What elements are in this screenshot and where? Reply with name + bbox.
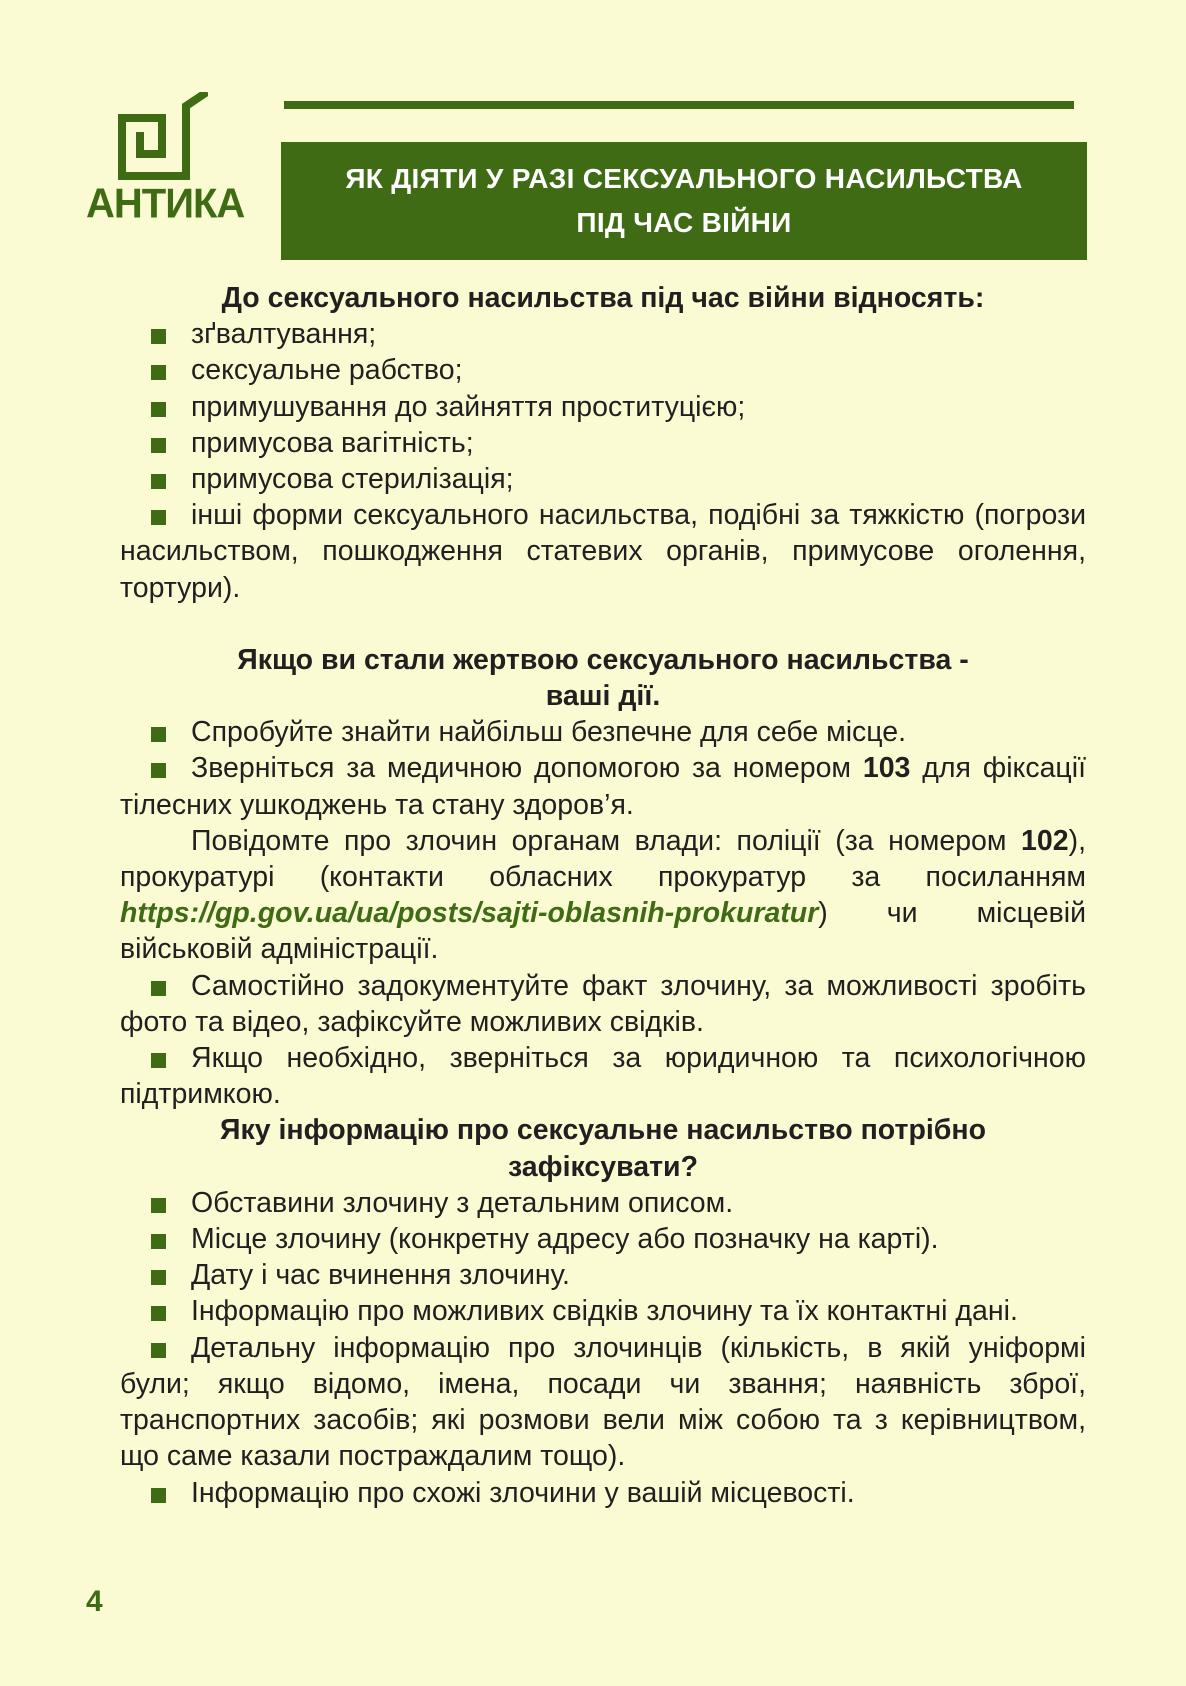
antika-logo bbox=[86, 92, 245, 232]
list-item: Якщо необхідно, зверніться за юридичною та психологічною підтримкою. bbox=[120, 1042, 1086, 1111]
list-item: Детальну інформацію про злочинців (кількість, в якій уніформі були; якщо відомо, імена, посади чи звання; наявність зброї, транспортних засобів; які розмови вели між собою та з керівництвом, що саме казали постраждалим тощо). bbox=[120, 1331, 1086, 1473]
bullet-icon bbox=[151, 981, 166, 996]
section1-heading: До сексуального насильства під час війни відносять: bbox=[221, 282, 985, 314]
bullet-icon bbox=[151, 329, 166, 344]
list-item: Дату і час вчинення злочину. bbox=[120, 1257, 1086, 1293]
bullet-icon bbox=[151, 727, 166, 742]
list-item: Спробуйте знайти найбільш безпечне для себе місце. bbox=[120, 714, 1086, 750]
bullet-icon bbox=[151, 1488, 166, 1503]
list-item: Місце злочину (конкретну адресу або позначку на карті). bbox=[120, 1221, 1086, 1257]
list-item: Самостійно задокументуйте факт злочину, за можливості зробіть фото та відео, зафіксуйте можливих свідків. bbox=[120, 969, 1086, 1038]
header-rule bbox=[284, 101, 1074, 109]
title-line-2: ПІД ЧАС ВІЙНИ bbox=[576, 207, 792, 238]
list-item: Зверніться за медичною допомогою за номером 103 для фіксації тілесних ушкоджень та стану здоров’я. bbox=[120, 752, 1086, 821]
bullet-icon bbox=[151, 510, 166, 525]
bullet-icon bbox=[151, 365, 166, 380]
bullet-icon bbox=[151, 1306, 166, 1321]
list-item: Обставини злочину з детальним описом. bbox=[120, 1185, 1086, 1221]
antika-meander-icon bbox=[118, 92, 208, 180]
bullet-icon bbox=[151, 1053, 166, 1068]
main-content bbox=[120, 280, 1086, 1511]
list-item: Повідомте про злочин органам влади: поліції (за номером 102), прокуратурі (контакти обласних прокуратур за посиланням https://gp.gov.ua/ua/posts/sajti-oblasnih-prokuratur) чи місцевій військовій адміністрації. bbox=[120, 824, 1086, 966]
title-line-1: ЯК ДІЯТИ У РАЗІ СЕКСУАЛЬНОГО НАСИЛЬСТВА bbox=[345, 163, 1023, 194]
list-item: інші форми сексуального насильства, подібні за тяжкістю (погрози насильством, пошкодження статевих органів, примусове оголення, тортури). bbox=[120, 499, 1086, 604]
list-item: примусова стерилізація; bbox=[120, 461, 1086, 497]
list-item: Інформацію про можливих свідків злочину та їх контактні дані. bbox=[120, 1293, 1086, 1329]
bullet-icon bbox=[151, 1234, 166, 1249]
list-item: Інформацію про схожі злочини у вашій місцевості. bbox=[120, 1475, 1086, 1511]
bullet-icon bbox=[151, 763, 166, 778]
logo-text: АНТИКА bbox=[86, 180, 245, 228]
bullet-icon bbox=[151, 1198, 166, 1213]
list-item: примусова вагітність; bbox=[120, 425, 1086, 461]
bullet-icon bbox=[151, 402, 166, 417]
police-number: 102 bbox=[1021, 824, 1069, 857]
bullet-icon bbox=[151, 438, 166, 453]
bullet-icon bbox=[151, 1270, 166, 1285]
prosecutors-link[interactable]: https://gp.gov.ua/ua/posts/sajti-oblasnih-prokuratur bbox=[120, 897, 819, 930]
bullet-icon bbox=[151, 474, 166, 489]
page-title bbox=[281, 142, 1087, 260]
bullet-icon bbox=[151, 1343, 166, 1358]
section2-heading: Якщо ви стали жертвою сексуального насильства - ваші дії. bbox=[237, 643, 969, 713]
list-item: примушування до зайняття проституцією; bbox=[120, 389, 1086, 425]
section3-heading: Яку інформацію про сексуальне насильство потрібно зафіксувати? bbox=[220, 1114, 986, 1183]
page-number: 4 bbox=[86, 1585, 103, 1618]
list-item: сексуальне рабство; bbox=[120, 352, 1086, 388]
ambulance-number: 103 bbox=[862, 752, 911, 785]
list-item: зґвалтування; bbox=[120, 316, 1086, 352]
